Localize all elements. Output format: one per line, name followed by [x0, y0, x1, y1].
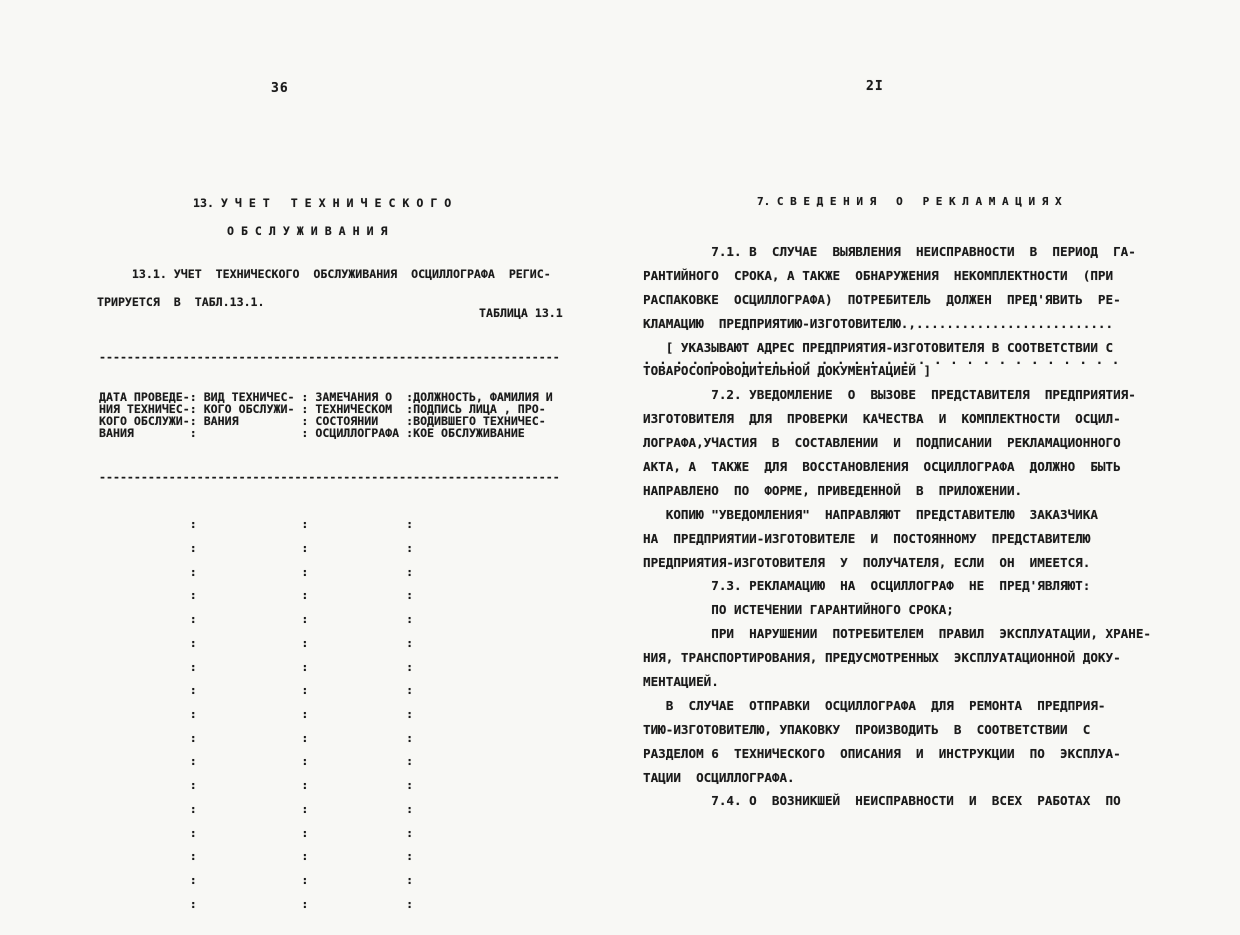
- right-page-number: 2I: [866, 79, 884, 94]
- body-line: РАНТИЙНОГО СРОКА, А ТАКЖЕ ОБНАРУЖЕНИЯ НЕКОМПЛЕКТНОСТИ (ПРИ: [643, 267, 1114, 283]
- table-row: : : :: [99, 564, 414, 579]
- left-section-title-line1: 13. У Ч Е Т Т Е Х Н И Ч Е С К О Г О: [193, 196, 452, 210]
- body-line: [ УКАЗЫВАЮТ АДРЕС ПРЕДПРИЯТИЯ-ИЗГОТОВИТЕЛЯ В СООТВЕТСТВИИ С: [643, 339, 1114, 355]
- table-mid-rule: ------------------------------------------------------------------: [99, 470, 560, 485]
- body-line: НИЯ, ТРАНСПОРТИРОВАНИЯ, ПРЕДУСМОТРЕННЫХ ЭКСПЛУАТАЦИОННОЙ ДОКУ-: [643, 650, 1121, 666]
- table-row: : : :: [99, 588, 414, 603]
- body-line: НАПРАВЛЕНО ПО ФОРМЕ, ПРИВЕДЕННОЙ В ПРИЛОЖЕНИИ.: [643, 482, 1023, 498]
- body-line: ТОВАРОСОПРОВОДИТЕЛЬНОЙ ДОКУМЕНТАЦИЕЙ ]: [643, 363, 932, 379]
- table-header: [99, 391, 560, 439]
- right-page-body: [643, 240, 1151, 813]
- body-line: ПРЕДПРИЯТИЯ-ИЗГОТОВИТЕЛЯ У ПОЛУЧАТЕЛЯ, ЕСЛИ ОН ИМЕЕТСЯ.: [643, 554, 1091, 570]
- left-section-title-line2: О Б С Л У Ж И В А Н И Я: [227, 224, 388, 238]
- body-line: ПО ИСТЕЧЕНИИ ГАРАНТИЙНОГО СРОКА;: [643, 602, 954, 618]
- body-line: В СЛУЧАЕ ОТПРАВКИ ОСЦИЛЛОГРАФА ДЛЯ РЕМОНТА ПРЕДПРИЯ-: [643, 697, 1106, 713]
- table-row: : : :: [99, 707, 414, 721]
- table-row: : : :: [99, 659, 414, 674]
- table-row: : : :: [99, 612, 414, 627]
- table-row: : : :: [99, 825, 414, 840]
- table-body: [99, 513, 560, 916]
- body-line: РАЗДЕЛОМ 6 ТЕХНИЧЕСКОГО ОПИСАНИЯ И ИНСТРУКЦИИ ПО ЭКСПЛУА-: [643, 745, 1121, 761]
- right-section-title: 7. С В Е Д Е Н И Я О Р Е К Л А М А Ц И Я Х: [757, 195, 1062, 208]
- overtype-dotted-line: . . . . . . . . . . . . . . . . . . . . . . . . . . . . . .: [643, 352, 1128, 367]
- body-line: АКТА, А ТАКЖЕ ДЛЯ ВОССТАНОВЛЕНИЯ ОСЦИЛЛОГРАФА ДОЛЖНО БЫТЬ: [643, 459, 1121, 475]
- body-line: КЛАМАЦИЮ ПРЕДПРИЯТИЮ-ИЗГОТОВИТЕЛЮ.,..........................: [643, 315, 1114, 331]
- table-row: : : :: [99, 754, 414, 769]
- table-row: : : :: [99, 872, 414, 887]
- body-line: 7.4. О ВОЗНИКШЕЙ НЕИСПРАВНОСТИ И ВСЕХ РАБОТАХ ПО: [643, 793, 1121, 809]
- body-line: ТИЮ-ИЗГОТОВИТЕЛЮ, УПАКОВКУ ПРОИЗВОДИТЬ В СООТВЕТСТВИИ С: [643, 721, 1091, 737]
- table-header-line: НИЯ ТЕХНИЧЕС-: КОГО ОБСЛУЖИ- : ТЕХНИЧЕСКОМ :ПОДПИСЬ ЛИЦА , ПРО-: [99, 402, 546, 417]
- body-line: 7.1. В СЛУЧАЕ ВЫЯВЛЕНИЯ НЕИСПРАВНОСТИ В ПЕРИОД ГА-: [643, 244, 1136, 259]
- table-row: : : :: [99, 541, 414, 556]
- body-line: КОПИЮ "УВЕДОМЛЕНИЯ" НАПРАВЛЯЮТ ПРЕДСТАВИТЕЛЮ ЗАКАЗЧИКА: [643, 506, 1098, 522]
- table-row: : : :: [99, 849, 414, 864]
- body-line: 7.3. РЕКЛАМАЦИЮ НА ОСЦИЛЛОГРАФ НЕ ПРЕД'ЯВЛЯЮТ:: [643, 578, 1091, 594]
- table-top-rule: ------------------------------------------------------------------: [99, 350, 560, 364]
- table-row: : : :: [99, 683, 414, 698]
- table-header-line: КОГО ОБСЛУЖИ-: ВАНИЯ : СОСТОЯНИИ :ВОДИВШЕГО ТЕХНИЧЕС-: [99, 414, 546, 429]
- table-row: : : :: [99, 778, 414, 793]
- table-caption: ТАБЛИЦА 13.1: [479, 306, 563, 320]
- left-page-number: 36: [271, 81, 289, 96]
- body-line: 7.2. УВЕДОМЛЕНИЕ О ВЫЗОВЕ ПРЕДСТАВИТЕЛЯ ПРЕДПРИЯТИЯ-: [643, 387, 1136, 403]
- body-line: НА ПРЕДПРИЯТИИ-ИЗГОТОВИТЕЛЕ И ПОСТОЯННОМУ ПРЕДСТАВИТЕЛЮ: [643, 530, 1091, 546]
- paragraph-line: 13.1. УЧЕТ ТЕХНИЧЕСКОГО ОБСЛУЖИВАНИЯ ОСЦИЛЛОГРАФА РЕГИС-: [97, 267, 551, 281]
- table-header-line: ДАТА ПРОВЕДЕ-: ВИД ТЕХНИЧЕС- : ЗАМЕЧАНИЯ О :ДОЛЖНОСТЬ, ФАМИЛИЯ И: [99, 390, 553, 404]
- body-line: ТАЦИИ ОСЦИЛЛОГРАФА.: [643, 769, 795, 785]
- body-line: ИЗГОТОВИТЕЛЯ ДЛЯ ПРОВЕРКИ КАЧЕСТВА И КОМПЛЕКТНОСТИ ОСЦИЛ-: [643, 411, 1121, 427]
- table-header-line: ВАНИЯ : : ОСЦИЛЛОГРАФА :КОЕ ОБСЛУЖИВАНИЕ: [99, 426, 525, 441]
- table-row: : : :: [99, 635, 414, 650]
- body-line: ЛОГРАФА,УЧАСТИЯ В СОСТАВЛЕНИИ И ПОДПИСАНИИ РЕКЛАМАЦИОННОГО: [643, 435, 1121, 451]
- paragraph-line: ТРИРУЕТСЯ В ТАБЛ.13.1.: [97, 294, 265, 309]
- table-row: : : :: [99, 801, 414, 816]
- body-line: РАСПАКОВКЕ ОСЦИЛЛОГРАФА) ПОТРЕБИТЕЛЬ ДОЛЖЕН ПРЕД'ЯВИТЬ РЕ-: [643, 291, 1121, 307]
- body-line: МЕНТАЦИЕЙ.: [643, 674, 719, 690]
- maintenance-log-table: [99, 323, 560, 935]
- body-line: ПРИ НАРУШЕНИИ ПОТРЕБИТЕЛЕМ ПРАВИЛ ЭКСПЛУАТАЦИИ, ХРАНЕ-: [643, 626, 1151, 642]
- table-row: : : :: [99, 896, 414, 911]
- table-row: : : :: [99, 730, 414, 745]
- table-row: : : :: [99, 517, 414, 532]
